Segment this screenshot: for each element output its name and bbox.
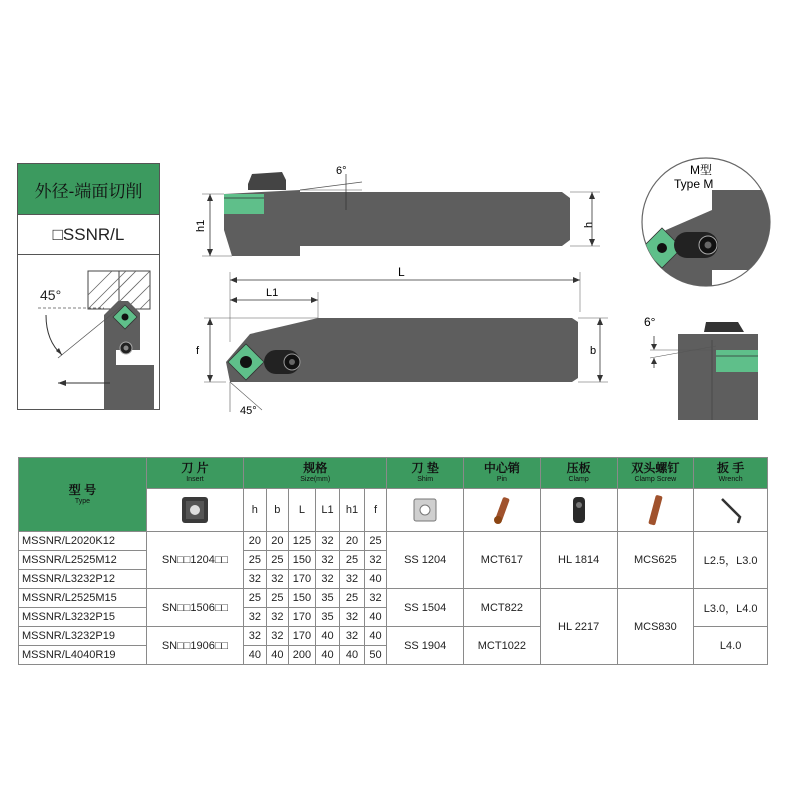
clearance-detail-view — [640, 310, 770, 425]
insert-icon — [146, 489, 243, 532]
dim-cell: 32 — [315, 551, 340, 570]
dim-cell: 32 — [340, 608, 365, 627]
dim-header-L: L — [289, 489, 316, 532]
clamp-icon — [540, 489, 617, 532]
side-view-drawing — [190, 160, 610, 260]
type-m-label-en: Type M — [674, 177, 714, 191]
shim-cell: SS 1204 — [387, 532, 464, 589]
dim-cell: 25 — [266, 551, 289, 570]
dim-cell: 35 — [315, 608, 340, 627]
dim-cell: 25 — [364, 532, 387, 551]
dim-cell: 32 — [266, 570, 289, 589]
detail-angle-label: 6° — [644, 315, 656, 329]
header-insert: 刀 片 Insert — [146, 458, 243, 489]
dim-cell: 200 — [289, 646, 316, 665]
clearance-angle-label: 6° — [336, 165, 347, 177]
dim-cell: 20 — [266, 532, 289, 551]
dim-header-L1: L1 — [315, 489, 340, 532]
dim-cell: 32 — [364, 551, 387, 570]
dim-cell: 170 — [289, 627, 316, 646]
pin-cell: MCT1022 — [464, 627, 541, 665]
dim-cell: 32 — [244, 570, 267, 589]
row-type: MSSNR/L3232P12 — [19, 570, 147, 589]
dim-cell: 32 — [266, 627, 289, 646]
header-size: 规格 Size(mm) — [244, 458, 387, 489]
table-row — [19, 532, 768, 551]
dim-cell: 32 — [340, 570, 365, 589]
dim-cell: 150 — [289, 589, 316, 608]
shim-cell: SS 1504 — [387, 589, 464, 627]
dim-cell: 40 — [315, 627, 340, 646]
dim-cell: 25 — [340, 589, 365, 608]
dim-cell: 170 — [289, 608, 316, 627]
shim-cell: SS 1904 — [387, 627, 464, 665]
dim-cell: 25 — [266, 589, 289, 608]
dim-cell: 125 — [289, 532, 316, 551]
header-clamp-screw: 双头螺钉 Clamp Screw — [617, 458, 694, 489]
type-m-detail — [626, 150, 786, 290]
dim-cell: 40 — [340, 646, 365, 665]
model-code: □SSNR/L — [17, 215, 160, 255]
type-m-label-cn: M型 — [690, 163, 712, 177]
approach-angle-diagram — [17, 255, 160, 410]
dim-cell: 32 — [315, 570, 340, 589]
insert-cell: SN□□1506□□ — [146, 589, 243, 627]
dim-cell: 40 — [244, 646, 267, 665]
dim-header-h1: h1 — [340, 489, 365, 532]
header-pin: 中心销 Pin — [464, 458, 541, 489]
spec-table — [18, 457, 768, 665]
dim-cell: 20 — [244, 532, 267, 551]
wrench-icon — [694, 489, 768, 532]
row-type: MSSNR/L4040R19 — [19, 646, 147, 665]
dim-header-h: h — [244, 489, 267, 532]
row-type: MSSNR/L3232P15 — [19, 608, 147, 627]
h-label: h — [583, 221, 595, 228]
dim-cell: 40 — [364, 570, 387, 589]
dim-cell: 35 — [315, 589, 340, 608]
dim-cell: 25 — [340, 551, 365, 570]
pin-icon — [464, 489, 541, 532]
header-wrench: 扳 手 Wrench — [694, 458, 768, 489]
h1-label: h1 — [195, 219, 207, 232]
row-type: MSSNR/L2525M15 — [19, 589, 147, 608]
table-row — [19, 589, 768, 608]
dim-cell: 40 — [364, 608, 387, 627]
dim-header-f: f — [364, 489, 387, 532]
shim-icon — [387, 489, 464, 532]
wrench-cell: L2.5，L3.0 — [694, 532, 768, 589]
dim-cell: 32 — [340, 627, 365, 646]
dim-cell: 50 — [364, 646, 387, 665]
L1-label: L1 — [266, 287, 279, 299]
row-type: MSSNR/L3232P19 — [19, 627, 147, 646]
dim-cell: 25 — [244, 589, 267, 608]
dim-cell: 32 — [244, 608, 267, 627]
row-type: MSSNR/L2020K12 — [19, 532, 147, 551]
L-label: L — [398, 265, 405, 279]
dim-header-b: b — [266, 489, 289, 532]
header-shim: 刀 垫 Shim — [387, 458, 464, 489]
row-type: MSSNR/L2525M12 — [19, 551, 147, 570]
clamp-screw-cell: MCS625 — [617, 532, 694, 589]
dim-cell: 40 — [364, 627, 387, 646]
f-label: f — [196, 345, 200, 357]
pin-cell: MCT617 — [464, 532, 541, 589]
approach-angle-label: 45° — [40, 287, 62, 303]
dim-cell: 150 — [289, 551, 316, 570]
lead-angle-label: 45° — [240, 405, 257, 417]
top-view-drawing — [190, 262, 620, 422]
dim-cell: 32 — [266, 608, 289, 627]
dim-cell: 32 — [315, 532, 340, 551]
clamp-screw-icon — [617, 489, 694, 532]
insert-cell: SN□□1906□□ — [146, 627, 243, 665]
clamp-cell: HL 2217 — [540, 589, 617, 665]
dim-cell: 32 — [244, 627, 267, 646]
dim-cell: 20 — [340, 532, 365, 551]
dim-cell: 25 — [244, 551, 267, 570]
header-type: 型 号 Type — [19, 458, 147, 532]
insert-cell: SN□□1204□□ — [146, 532, 243, 589]
clamp-screw-cell: MCS830 — [617, 589, 694, 665]
header-clamp: 压板 Clamp — [540, 458, 617, 489]
wrench-cell: L4.0 — [694, 627, 768, 665]
dim-cell: 40 — [315, 646, 340, 665]
wrench-cell: L3.0，L4.0 — [694, 589, 768, 627]
clamp-cell: HL 1814 — [540, 532, 617, 589]
b-label: b — [590, 345, 597, 357]
section-title: 外径-端面切削 — [17, 163, 160, 215]
pin-cell: MCT822 — [464, 589, 541, 627]
dim-cell: 170 — [289, 570, 316, 589]
dim-cell: 32 — [364, 589, 387, 608]
dim-cell: 40 — [266, 646, 289, 665]
